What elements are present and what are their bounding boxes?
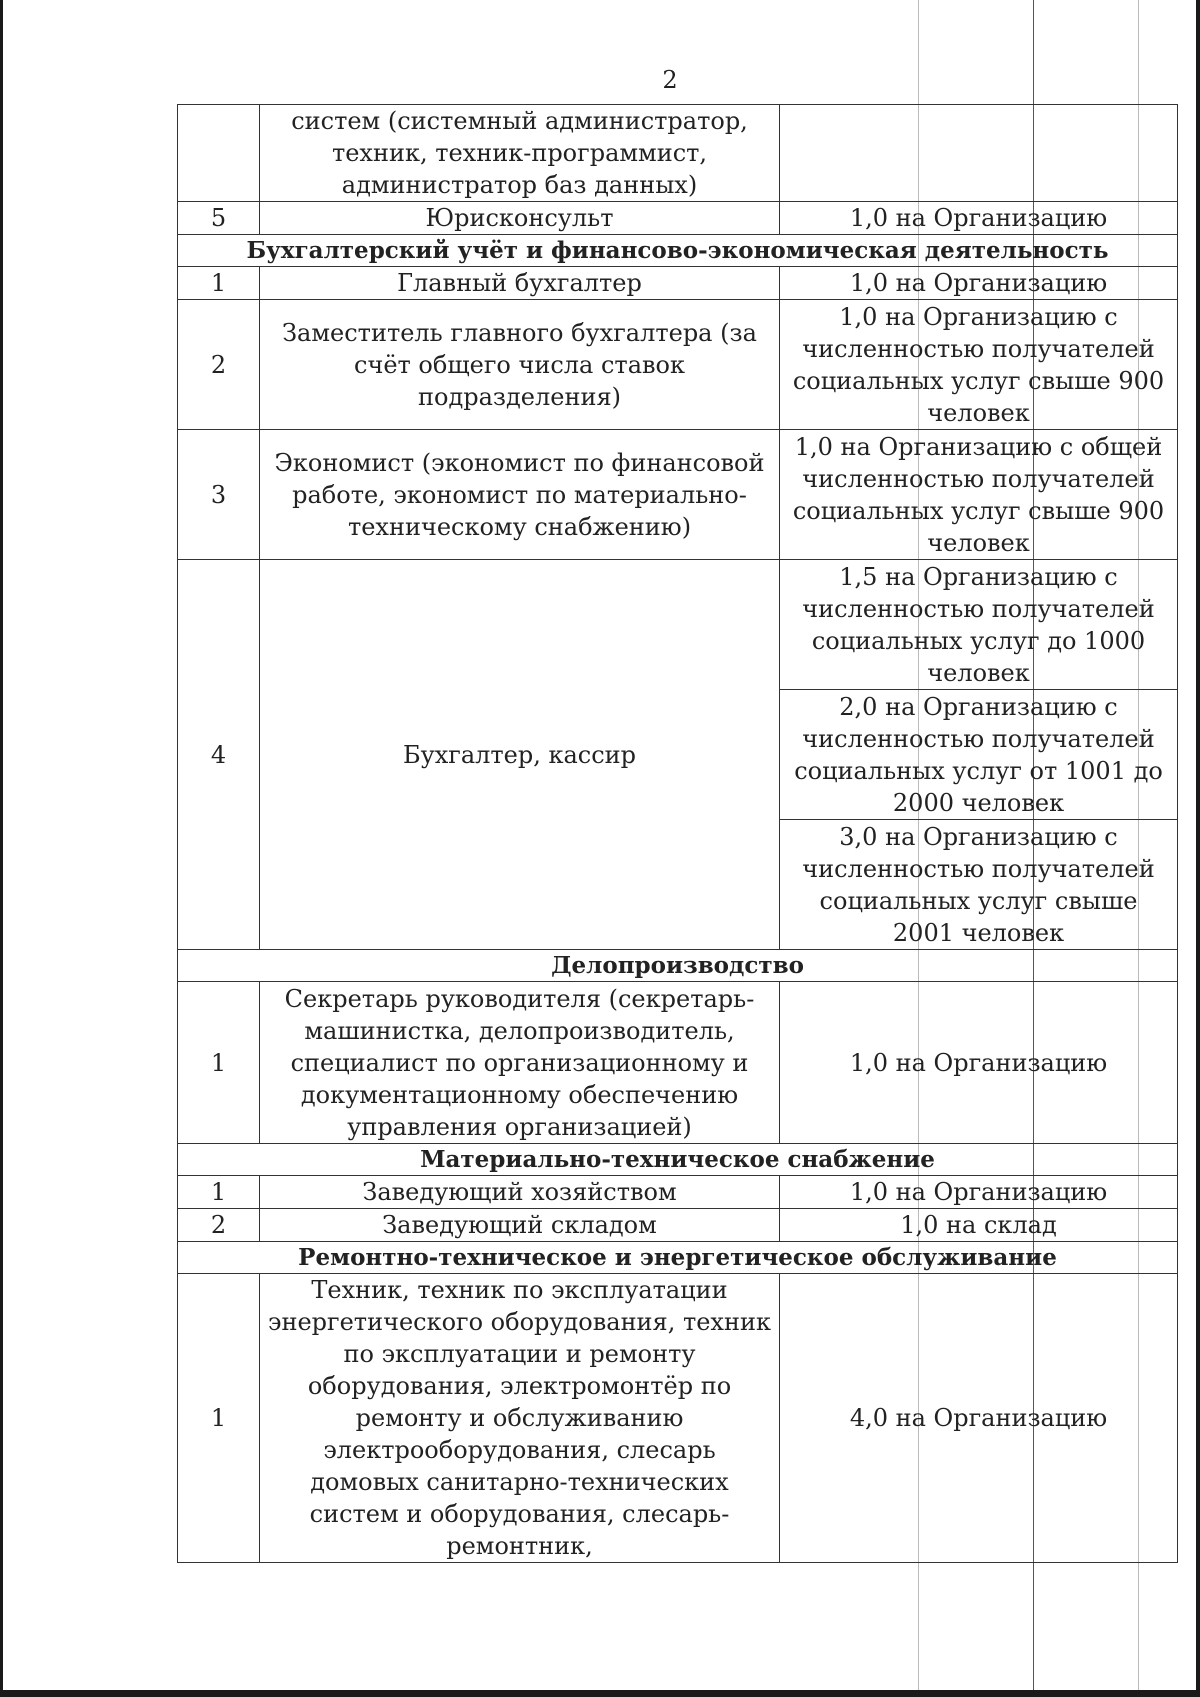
norm-cell: 1,0 на Организацию (780, 982, 1178, 1144)
staffing-table (177, 104, 1178, 1563)
position-cell: Заведующий складом (260, 1209, 780, 1242)
section-row (178, 950, 1178, 982)
norm-cell: 1,0 на Организацию с численностью получателей социальных услуг свыше 900 человек (780, 300, 1178, 430)
row-number: 2 (178, 1209, 260, 1242)
position-cell: Заместитель главного бухгалтера (за счёт общего числа ставок подразделения) (260, 300, 780, 430)
table-row (178, 1209, 1178, 1242)
table-row (178, 1274, 1178, 1563)
norm-cell: 1,0 на Организацию (780, 267, 1178, 300)
section-row (178, 1144, 1178, 1176)
row-number: 5 (178, 202, 260, 235)
row-number: 1 (178, 1274, 260, 1563)
scan-edge-bottom (0, 1690, 1200, 1697)
position-cell: Заведующий хозяйством (260, 1176, 780, 1209)
norm-cell: 1,0 на Организацию (780, 1176, 1178, 1209)
row-number (178, 105, 260, 202)
norm-cell: 4,0 на Организацию (780, 1274, 1178, 1563)
norm-cell: 1,0 на Организацию с общей численностью получателей социальных услуг свыше 900 человек (780, 430, 1178, 560)
table-row (178, 300, 1178, 430)
row-number: 4 (178, 560, 260, 950)
position-cell: систем (системный администратор, техник, техник-программист, администратор баз данных) (260, 105, 780, 202)
norm-cell: 2,0 на Организацию с численностью получателей социальных услуг от 1001 до 2000 человек (780, 690, 1178, 820)
section-row (178, 235, 1178, 267)
norm-cell: 1,0 на склад (780, 1209, 1178, 1242)
position-cell: Бухгалтер, кассир (260, 560, 780, 950)
row-number: 1 (178, 267, 260, 300)
position-cell: Главный бухгалтер (260, 267, 780, 300)
page-number: 2 (662, 66, 678, 94)
row-number: 1 (178, 982, 260, 1144)
norm-cell (780, 105, 1178, 202)
position-cell: Техник, техник по эксплуатации энергетического оборудования, техник по эксплуатации и ремонту оборудования, электромонтёр по ремонту и обслуживанию электрооборудования, слесарь домовых санитарно-технических систем и оборудования, слесарь-ремонтник, (260, 1274, 780, 1563)
scan-edge-left (0, 0, 3, 1690)
table-row (178, 267, 1178, 300)
norm-cell: 1,0 на Организацию (780, 202, 1178, 235)
row-number: 3 (178, 430, 260, 560)
section-heading: Бухгалтерский учёт и финансово-экономическая деятельность (178, 235, 1178, 267)
table-row (178, 560, 1178, 690)
table-row (178, 202, 1178, 235)
position-cell: Экономист (экономист по финансовой работе, экономист по материально-техническому снабжению) (260, 430, 780, 560)
position-cell: Юрисконсульт (260, 202, 780, 235)
table-row (178, 105, 1178, 202)
norm-cell: 1,5 на Организацию с численностью получателей социальных услуг до 1000 человек (780, 560, 1178, 690)
scan-edge-right (1196, 0, 1200, 1690)
section-heading: Делопроизводство (178, 950, 1178, 982)
table-row (178, 982, 1178, 1144)
position-cell: Секретарь руководителя (секретарь-машинистка, делопроизводитель, специалист по организационному и документационному обеспечению управления организацией) (260, 982, 780, 1144)
norm-cell: 3,0 на Организацию с численностью получателей социальных услуг свыше 2001 человек (780, 820, 1178, 950)
row-number: 1 (178, 1176, 260, 1209)
section-heading: Ремонтно-техническое и энергетическое обслуживание (178, 1242, 1178, 1274)
row-number: 2 (178, 300, 260, 430)
table-row (178, 1176, 1178, 1209)
table-row (178, 430, 1178, 560)
section-heading: Материально-техническое снабжение (178, 1144, 1178, 1176)
section-row (178, 1242, 1178, 1274)
